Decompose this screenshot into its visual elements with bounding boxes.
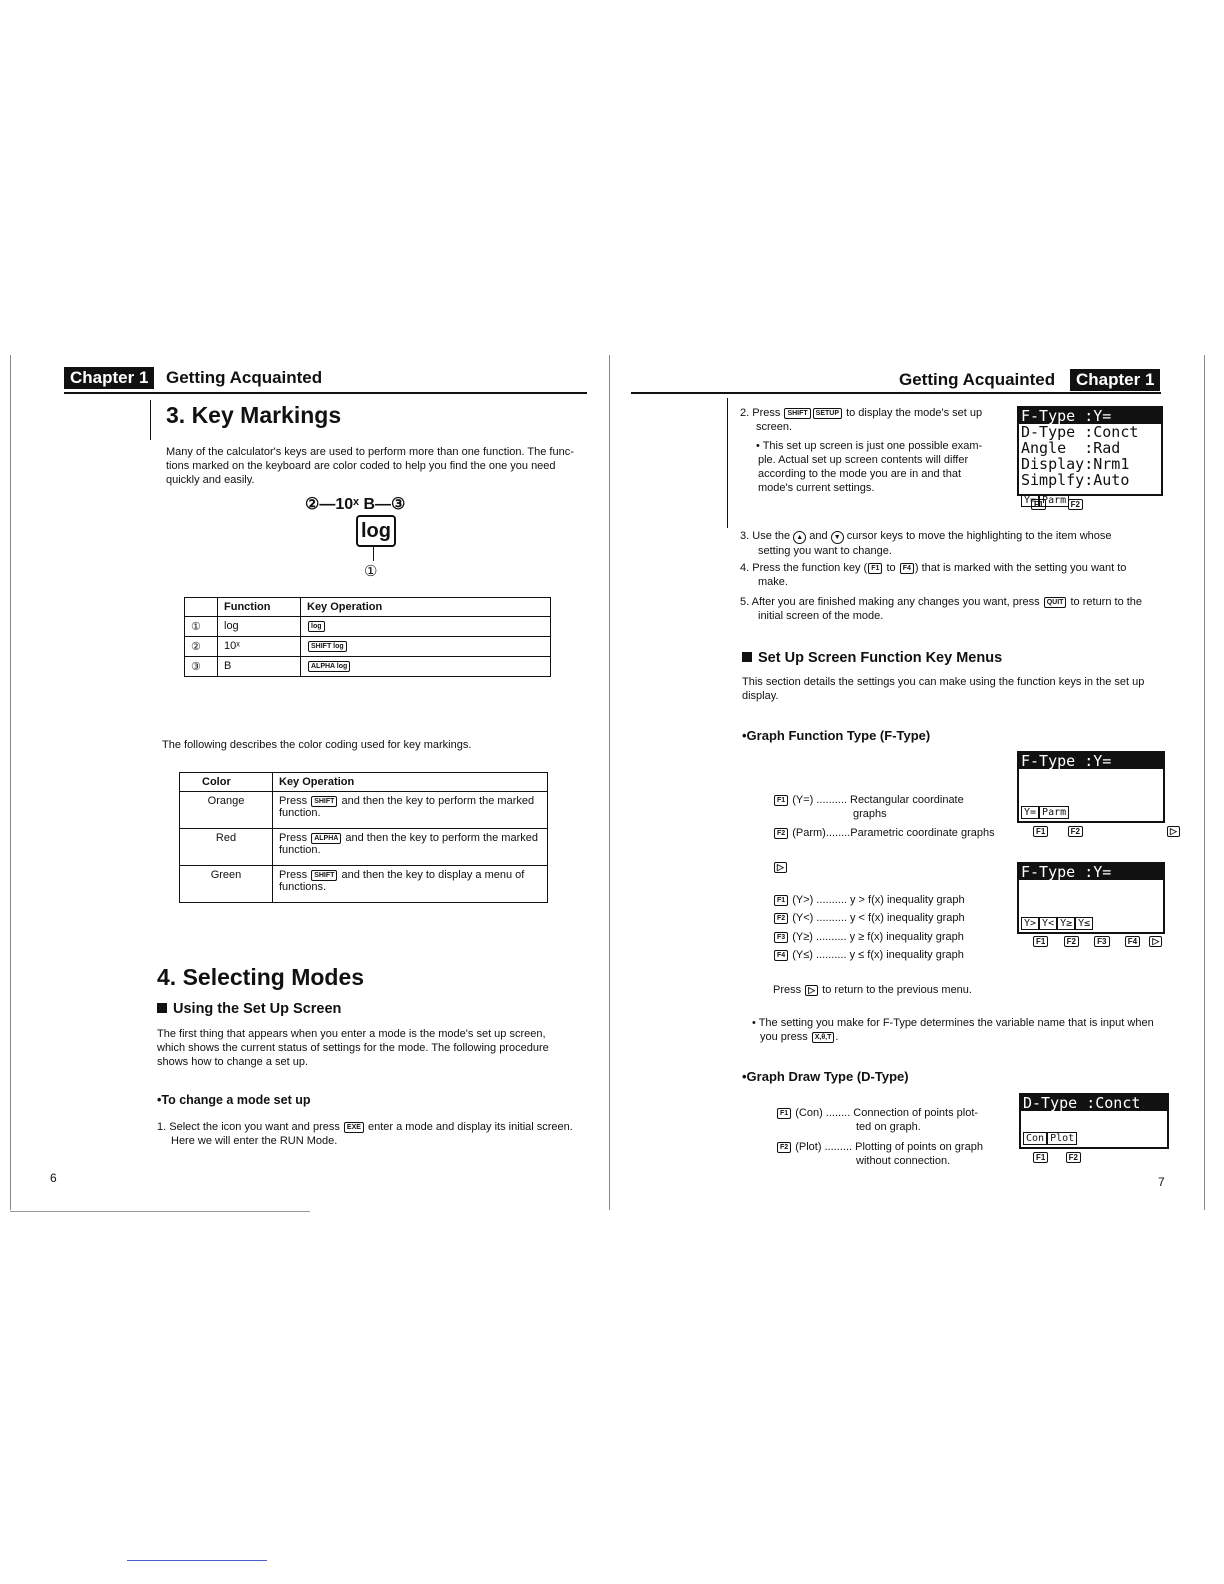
table-header-function: Function xyxy=(218,598,301,617)
setup-menus-line-2: display. xyxy=(742,690,779,702)
f4-key: F4 xyxy=(774,950,788,961)
op-text-2: functions. xyxy=(279,881,327,893)
quit-key: QUIT xyxy=(1044,597,1067,608)
inequality-screen-lcd xyxy=(1017,862,1165,934)
left-binding-edge xyxy=(10,355,11,1210)
graph-function-type-title: •Graph Function Type (F-Type) xyxy=(742,728,931,743)
right-binding-edge xyxy=(1204,355,1205,1210)
chapter-badge-left: Chapter 1 xyxy=(64,367,154,389)
chapter-badge-right: Chapter 1 xyxy=(1070,369,1160,391)
using-title: Using the Set Up Screen xyxy=(173,1001,342,1017)
row-num: ② xyxy=(185,637,218,657)
menu-parm: Parm xyxy=(1039,806,1069,819)
op-text: and then the key to perform the marked xyxy=(341,795,535,807)
intro-line-2: tions marked on the keyboard are color coded to help you find the one you need xyxy=(166,460,556,472)
f1-key: F1 xyxy=(1033,826,1048,837)
dtype-item-text: (Con) ........ Connection of points plot- xyxy=(795,1107,979,1119)
shift-key: SHIFT xyxy=(311,796,337,807)
section4-title: 4. Selecting Modes xyxy=(157,964,365,990)
alpha-log-keys: ALPHA log xyxy=(308,661,350,672)
ineq-item-text: (Y<) .......... y < f(x) inequality graph xyxy=(792,912,965,924)
f1-key: F1 xyxy=(868,563,882,574)
page-number-right: 7 xyxy=(1158,1175,1165,1189)
f2-key: F2 xyxy=(777,1142,791,1153)
cursor-down-icon: ▼ xyxy=(831,531,844,544)
table-row xyxy=(180,829,548,866)
diagram-label-2: ② xyxy=(305,496,320,513)
header-rule-left xyxy=(64,392,587,394)
table-row xyxy=(180,792,548,829)
step2 xyxy=(740,406,1010,434)
color-cell: Red xyxy=(180,829,273,866)
step3-num: 3. xyxy=(740,530,750,542)
table-row xyxy=(185,657,551,677)
ineq-item-text: (Y>) .......... y > f(x) inequality graph xyxy=(792,894,965,906)
setup-menus-paragraph xyxy=(742,675,1172,703)
ftype-item-parm xyxy=(773,826,1013,840)
f2-key: F2 xyxy=(1068,826,1083,837)
f2-key: F2 xyxy=(774,828,788,839)
diagram-pointer-line xyxy=(373,546,374,561)
f4-key: F4 xyxy=(1125,936,1140,947)
f3-key: F3 xyxy=(1094,936,1109,947)
menu-y-less: Y< xyxy=(1039,917,1057,930)
diagram-label-3: ③ xyxy=(391,496,406,513)
step4-text-c: ) that is marked with the setting you want to xyxy=(914,562,1127,574)
lcd4-fkeys xyxy=(1032,1152,1082,1163)
table-row xyxy=(180,866,548,903)
press-return-b: to return to the previous menu. xyxy=(822,984,972,996)
lcd1-fkeys xyxy=(1030,499,1084,510)
f1-key: F1 xyxy=(777,1108,791,1119)
square-bullet-icon xyxy=(157,1003,167,1013)
row-key xyxy=(301,657,551,677)
lcd3-fkeys xyxy=(1032,936,1187,947)
step3-text-b: and xyxy=(809,530,828,542)
step1-text-b: enter a mode and display its initial screen. xyxy=(368,1121,573,1133)
step2-text-c: screen. xyxy=(756,421,793,433)
ineq-item xyxy=(773,911,965,925)
using-line-2: which shows the current status of settings for the mode. The following procedure xyxy=(157,1042,549,1054)
menu-plot: Plot xyxy=(1047,1132,1077,1145)
step4-text-d: make. xyxy=(758,576,788,588)
color-cell: Orange xyxy=(180,792,273,829)
square-bullet-icon xyxy=(742,652,752,662)
return-arrow-key: ▷ xyxy=(805,985,818,996)
color-intro: The following describes the color coding used for key markings. xyxy=(162,739,472,751)
step5-text-c: initial screen of the mode. xyxy=(758,610,884,622)
step2-text-a: Press xyxy=(752,407,781,419)
lcd-line-dtype: D-Type :Conct xyxy=(1021,423,1139,441)
dtype-screen-lcd xyxy=(1019,1093,1169,1149)
more-arrow-key: ▷ xyxy=(774,862,787,873)
ftype-note-text: you press xyxy=(760,1031,808,1043)
dtype-item-con xyxy=(776,1106,1016,1134)
setup-menus-title: Set Up Screen Function Key Menus xyxy=(758,650,1003,666)
to-change-title: •To change a mode set up xyxy=(157,1093,311,1107)
row-num: ① xyxy=(185,617,218,637)
log-key-illustration: log xyxy=(356,515,396,547)
using-setup-heading xyxy=(157,1001,341,1017)
ftype-note-line-1: • The setting you make for F-Type determines the variable name that is input when xyxy=(752,1017,1154,1029)
dtype-item-text-2: without connection. xyxy=(856,1155,951,1167)
intro-line-1: Many of the calculator's keys are used to perform more than one function. The func- xyxy=(166,446,574,458)
f2-key: F2 xyxy=(1066,1152,1081,1163)
ftype-note xyxy=(752,1016,1182,1044)
row-function: log xyxy=(218,617,301,637)
graph-draw-type-title: •Graph Draw Type (D-Type) xyxy=(742,1069,909,1084)
lcd-menu-bar xyxy=(1023,1126,1077,1145)
table-header-color: Color xyxy=(180,773,273,792)
shift-log-keys: SHIFT log xyxy=(308,641,347,652)
lcd-menu-bar xyxy=(1021,800,1069,819)
step3-text-d: setting you want to change. xyxy=(758,545,892,557)
step2-text-b: to display the mode's set up xyxy=(846,407,983,419)
setup-menus-line-1: This section details the settings you can make using the function keys in the set up xyxy=(742,676,1145,688)
table-header-key-operation: Key Operation xyxy=(273,773,548,792)
step4 xyxy=(740,561,1170,589)
menu-y-greater-equal: Y≥ xyxy=(1057,917,1075,930)
log-key: log xyxy=(308,621,325,632)
op-text: and then the key to perform the marked xyxy=(345,832,538,844)
note-line-2: ple. Actual set up screen contents will differ xyxy=(758,454,969,466)
step1-num: 1. xyxy=(157,1121,167,1133)
f2-key: F2 xyxy=(1068,499,1083,510)
op-cell: Press SHIFT and then the key to perform the marked function. xyxy=(273,792,548,829)
f1-key: F1 xyxy=(774,895,788,906)
more-arrow-key: ▷ xyxy=(1149,936,1162,947)
right-margin-bar xyxy=(727,398,728,528)
ftype-screen-lcd xyxy=(1017,751,1165,823)
ineq-item xyxy=(773,948,964,962)
ftype-note-line-2: you press X,θ,T . xyxy=(760,1031,839,1043)
row-num: ③ xyxy=(185,657,218,677)
cursor-up-icon: ▲ xyxy=(793,531,806,544)
menu-y-equals: Y= xyxy=(1021,806,1039,819)
press-return-a: Press xyxy=(773,984,802,996)
step4-num: 4. xyxy=(740,562,750,574)
dtype-item-plot xyxy=(776,1140,1016,1168)
ftype-item-text: (Parm)........Parametric coordinate graphs xyxy=(792,827,995,839)
lcd-line-dtype: D-Type :Conct xyxy=(1021,1095,1167,1111)
section3-title: 3. Key Markings xyxy=(166,402,342,428)
f4-key: F4 xyxy=(900,563,914,574)
f1-key: F1 xyxy=(1031,499,1046,510)
ineq-item-text: (Y≥) .......... y ≥ f(x) inequality graph xyxy=(792,931,964,943)
op-text: and then the key to display a menu of xyxy=(341,869,525,881)
lcd-line-display: Display:Nrm1 xyxy=(1021,455,1130,473)
gutter-line xyxy=(609,355,610,1210)
menu-parm: Parm xyxy=(1039,494,1069,507)
f3-key: F3 xyxy=(774,932,788,943)
exe-key: EXE xyxy=(344,1122,364,1133)
diagram-label-1: ① xyxy=(364,563,378,580)
bottom-link-underline xyxy=(127,1560,267,1561)
op-cell: Press ALPHA and then the key to perform the marked function. xyxy=(273,829,548,866)
step2-num: 2. xyxy=(740,407,750,419)
f1-key: F1 xyxy=(1033,936,1048,947)
step3-text-c: cursor keys to move the highlighting to the item whose xyxy=(846,530,1112,542)
menu-y-less-equal: Y≤ xyxy=(1075,917,1093,930)
op-text-2: function. xyxy=(279,844,321,856)
bottom-edge-left xyxy=(10,1211,310,1212)
ftype-item-y xyxy=(773,793,1003,821)
step5-text-a: After you are finished making any changes you want, press xyxy=(751,596,1040,608)
table-row xyxy=(185,617,551,637)
lcd-line-angle: Angle :Rad xyxy=(1021,439,1121,457)
note-line-4: mode's current settings. xyxy=(758,482,875,494)
using-paragraph xyxy=(157,1027,587,1069)
ineq-item xyxy=(773,893,965,907)
header-rule-right xyxy=(631,392,1161,394)
using-line-1: The first thing that appears when you enter a mode is the mode's set up screen, xyxy=(157,1028,546,1040)
color-cell: Green xyxy=(180,866,273,903)
step5-text-b: to return to the xyxy=(1070,596,1143,608)
row-key xyxy=(301,617,551,637)
color-coding-table xyxy=(179,772,548,903)
step4-text-a: Press the function key ( xyxy=(752,562,868,574)
step1-text-c: Here we will enter the RUN Mode. xyxy=(171,1135,338,1147)
lcd-line-simplify: Simplfy:Auto xyxy=(1021,471,1130,489)
intro-line-3: quickly and easily. xyxy=(166,474,255,486)
setup-note xyxy=(756,439,1006,495)
row-function: B xyxy=(218,657,301,677)
lcd2-fkeys xyxy=(1032,826,1182,837)
step5 xyxy=(740,595,1170,623)
press-return-line xyxy=(773,983,972,997)
alpha-key: ALPHA xyxy=(311,833,341,844)
setup-menus-heading xyxy=(742,650,1002,666)
step5-num: 5. xyxy=(740,596,750,608)
table-header-key-operation: Key Operation xyxy=(301,598,551,617)
shift-key: SHIFT xyxy=(784,408,810,419)
more-arrow-key: ▷ xyxy=(1167,826,1180,837)
menu-y-equals: Y= xyxy=(1021,494,1039,507)
lcd-line-ftype: F-Type :Y= xyxy=(1019,408,1161,424)
section3-intro xyxy=(166,445,596,487)
section-margin-bar xyxy=(150,400,151,440)
menu-y-greater: Y> xyxy=(1021,917,1039,930)
step3 xyxy=(740,529,1170,558)
op-text-2: function. xyxy=(279,807,321,819)
dtype-item-text-2: ted on graph. xyxy=(856,1121,921,1133)
step1-text-a: Select the icon you want and press xyxy=(169,1121,340,1133)
ineq-item xyxy=(773,930,964,944)
table-row xyxy=(185,637,551,657)
f2-key: F2 xyxy=(774,913,788,924)
op-cell: Press SHIFT and then the key to display a menu of functions. xyxy=(273,866,548,903)
note-line-3: according to the mode you are in and that xyxy=(758,468,962,480)
ftype-item-text-2: graphs xyxy=(853,808,887,820)
f1-key: F1 xyxy=(1033,1152,1048,1163)
ftype-item-text: (Y=) .......... Rectangular coordinate xyxy=(792,794,964,806)
table-header-num xyxy=(185,598,218,617)
f2-key: F2 xyxy=(1064,936,1079,947)
step1 xyxy=(157,1120,597,1148)
using-line-3: shows how to change a set up. xyxy=(157,1056,309,1068)
shift-key: SHIFT xyxy=(311,870,337,881)
step4-text-b: to xyxy=(886,562,896,574)
dtype-item-text: (Plot) ......... Plotting of points on graph xyxy=(795,1141,983,1153)
x-theta-t-key: X,θ,T xyxy=(812,1032,835,1043)
diagram-label-top: 10ˣ B xyxy=(335,496,375,513)
table-header-row xyxy=(185,598,551,617)
setup-key: SETUP xyxy=(813,408,842,419)
note-line-1: • This set up screen is just one possible exam- xyxy=(756,440,983,452)
lcd-line-ftype: F-Type :Y= xyxy=(1019,753,1163,769)
step3-text-a: Use the xyxy=(752,530,791,542)
row-key xyxy=(301,637,551,657)
row-function: 10ˣ xyxy=(218,637,301,657)
ineq-item-text: (Y≤) .......... y ≤ f(x) inequality graph xyxy=(792,949,964,961)
page-number-left: 6 xyxy=(50,1171,57,1185)
lcd-line-ftype: F-Type :Y= xyxy=(1019,864,1163,880)
key-diagram-top: ②—10ˣ B—③ xyxy=(305,496,406,513)
header-title-left: Getting Acquainted xyxy=(166,368,323,387)
lcd-menu-bar xyxy=(1021,911,1093,930)
header-title-right: Getting Acquainted xyxy=(899,370,1056,389)
f1-key: F1 xyxy=(774,795,788,806)
menu-con: Con xyxy=(1023,1132,1047,1145)
table-header-row xyxy=(180,773,548,792)
key-markings-table xyxy=(184,597,551,677)
more-key-row xyxy=(773,860,788,874)
